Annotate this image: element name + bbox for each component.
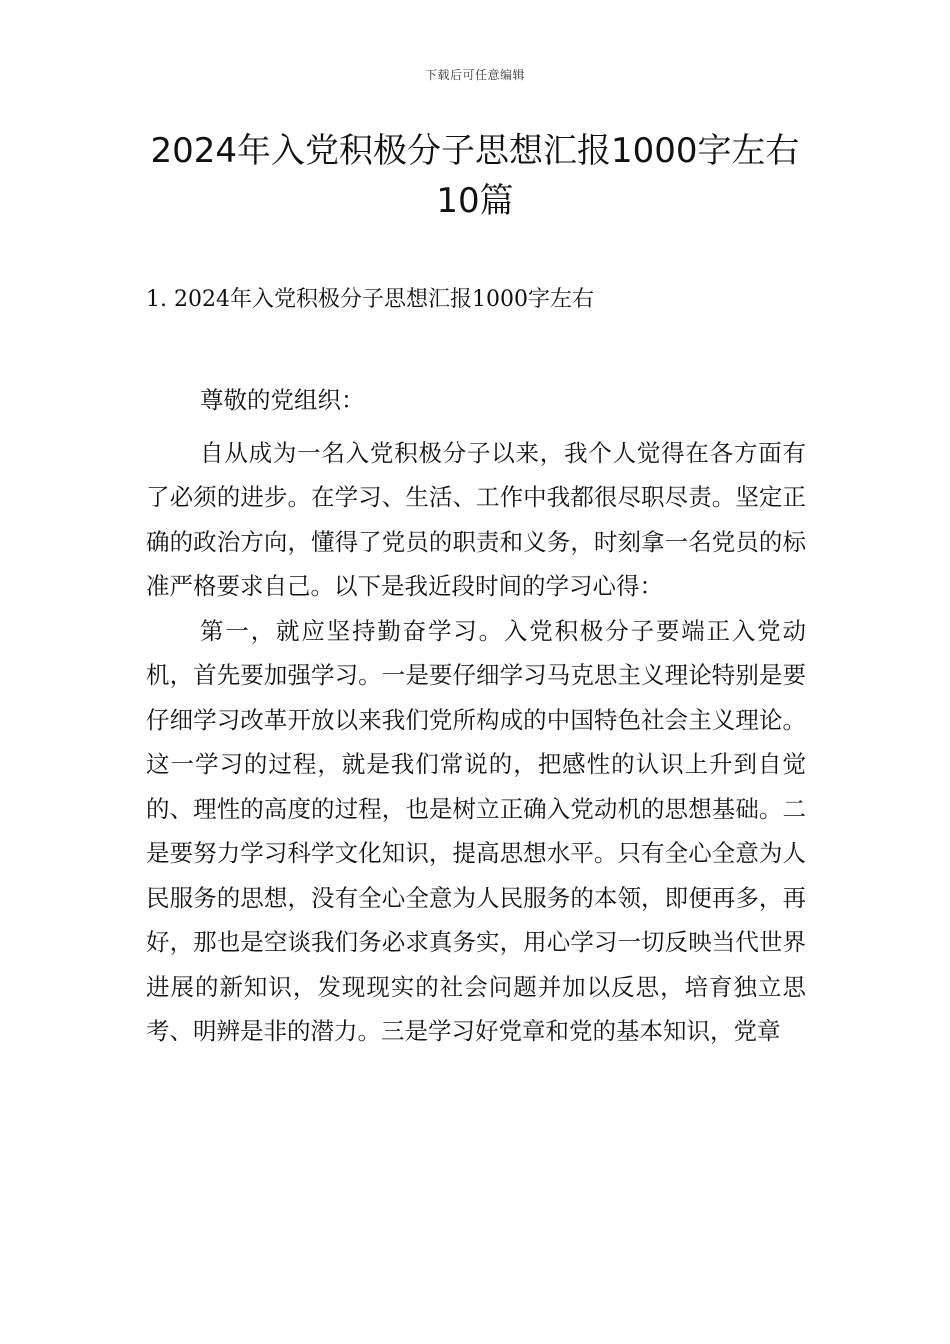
section-heading: 1. 2024年入党积极分子思想汇报1000字左右 xyxy=(146,287,594,312)
document-title-line-1: 2024年入党积极分子思想汇报1000字左右 xyxy=(150,131,800,171)
paragraph-1: 自从成为一名入党积极分子以来，我个人觉得在各方面有了必须的进步。在学习、生活、工作中我都很尽职尽责。坚定正确的政治方向，懂得了党员的职责和义务，时刻拿一名党员的标准严格要求自己。以下是我近段时间的学习心得： xyxy=(146,438,806,600)
header-note: 下载后可任意编辑 xyxy=(424,68,525,82)
body-text xyxy=(146,378,806,1054)
paragraph-2: 第一，就应坚持勤奋学习。入党积极分子要端正入党动机，首先要加强学习。一是要仔细学习马克思主义理论特别是要仔细学习改革开放以来我们党所构成的中国特色社会主义理论。这一学习的过程，就是我们常说的，把感性的认识上升到自觉的、理性的高度的过程，也是树立正确入党动机的思想基础。二是要努力学习科学文化知识，提高思想水平。只有全心全意为人民服务的思想，没有全心全意为人民服务的本领，即便再多，再好，那也是空谈我们务必求真务实，用心学习一切反映当代世界进展的新知识，发现现实的社会问题并加以反思，培育独立思考、明辨是非的潜力。三是学习好党章和党的基本知识，党章 xyxy=(146,616,806,1045)
document-title-line-2: 10篇 xyxy=(436,181,514,221)
salutation: 尊敬的党组织： xyxy=(200,386,365,414)
document-title xyxy=(100,126,850,226)
